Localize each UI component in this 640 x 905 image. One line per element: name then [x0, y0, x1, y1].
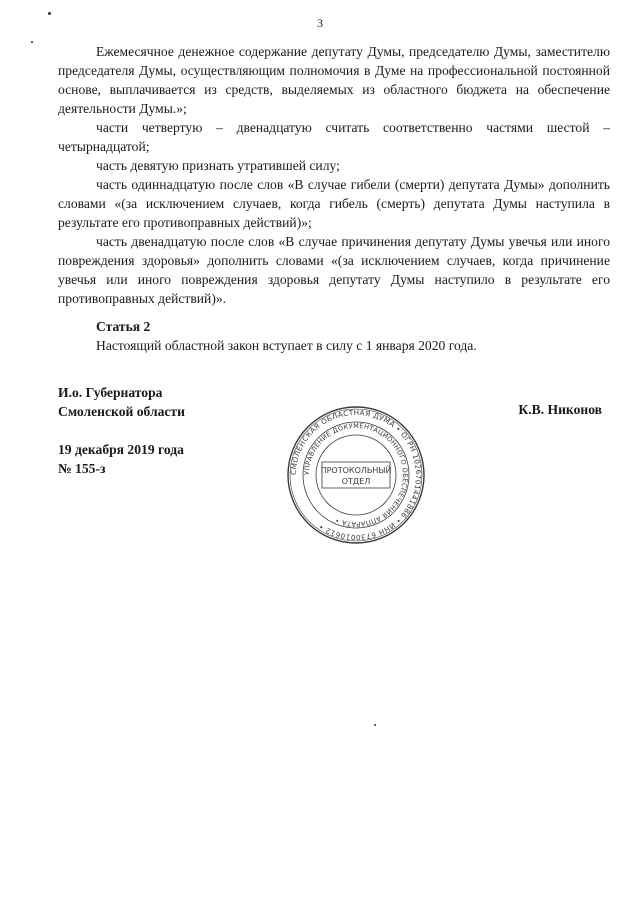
- stamp-outer-ring: СМОЛЕНСКАЯ ОБЛАСТНАЯ ДУМА • ОГРН 1026701441886 • ИНН 6730010612 •: [288, 407, 424, 543]
- signer-name: К.В. Никонов: [518, 402, 602, 417]
- scan-speck: [48, 12, 51, 15]
- stamp-seal-icon: [286, 405, 426, 545]
- paragraph: часть девятую признать утратившей силу;: [96, 158, 340, 173]
- signing-date: 19 декабря 2019 года: [58, 442, 184, 457]
- signer-position-line: Смоленской области: [58, 404, 185, 419]
- stamp-inner-ring: УПРАВЛЕНИЕ ДОКУМЕНТАЦИОННОГО ОБЕСПЕЧЕНИЯ АППАРАТА •: [302, 421, 410, 529]
- paragraph: части четвертую – двенадцатую считать соответственно частями шестой – четырнадцатой;: [58, 120, 610, 154]
- signer-position: [58, 383, 185, 421]
- article-text: Настоящий областной закон вступает в силу с 1 января 2020 года.: [96, 338, 477, 353]
- law-number: № 155-з: [58, 461, 106, 476]
- page-number: 3: [317, 16, 323, 30]
- official-stamp: [286, 405, 426, 545]
- stamp-center-line: ОТДЕЛ: [341, 477, 371, 486]
- article-title: Статья 2: [96, 319, 151, 334]
- signer-position-line: И.о. Губернатора: [58, 385, 163, 400]
- article-2: [58, 317, 610, 355]
- paragraph: Ежемесячное денежное содержание депутату Думы, председателю Думы, заместителю председателя Думы, осуществляющим полномочия в Думе на профессиональной постоянной основе, выплачивается из средств, выделяемых из областного бюджета на обеспечение деятельности Думы.»;: [58, 44, 610, 116]
- stamp-center-line: ПРОТОКОЛЬНЫЙ: [320, 466, 392, 475]
- paragraph: часть двенадцатую после слов «В случае причинения депутату Думы увечья или иного повреждения здоровья» дополнить словами «(за исключением случаев, когда причинение увечья или иного повреждения здоровья депутату Думы наступило в результате его противоправных действий)».: [58, 234, 610, 306]
- scan-speck: [31, 41, 33, 43]
- svg-text:УПРАВЛЕНИЕ ДОКУМЕНТАЦИОННОГО О: [303, 422, 409, 528]
- scan-speck: [374, 724, 376, 726]
- amendment-text: [58, 42, 610, 308]
- date-block: [58, 440, 184, 478]
- paragraph: часть одиннадцатую после слов «В случае гибели (смерти) депутата Думы» дополнить словами «(за исключением случаев, когда гибель (смерть) депутата Думы наступила в результате его противоправных действий)»;: [58, 177, 610, 230]
